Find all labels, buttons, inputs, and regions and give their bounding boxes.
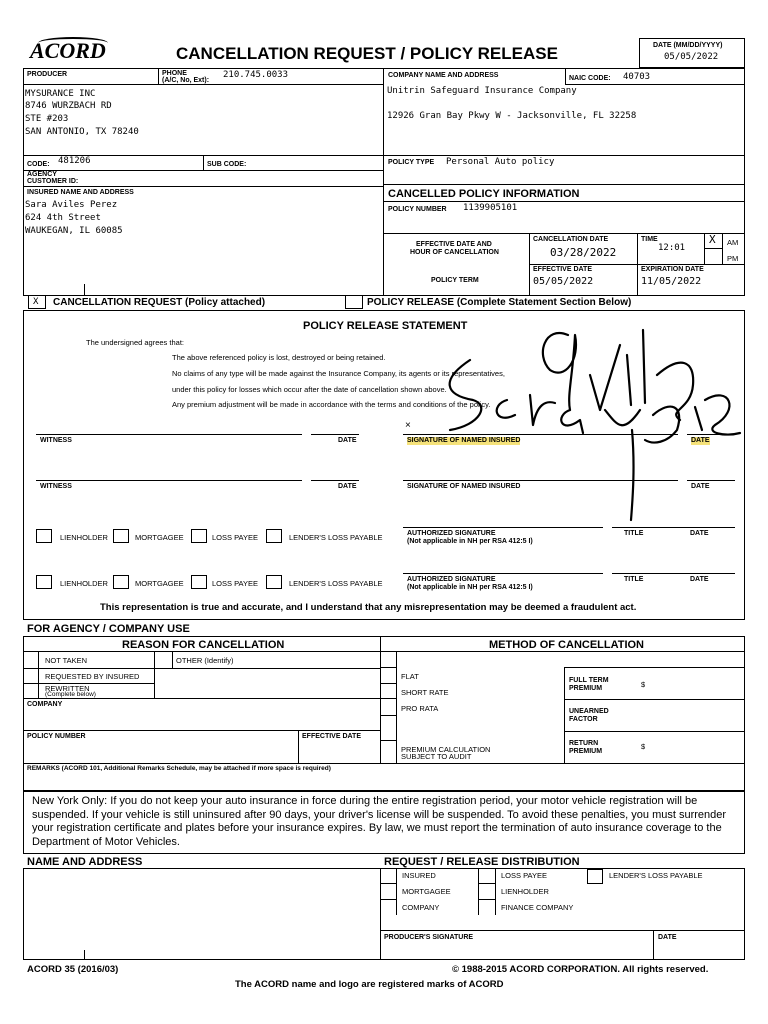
eff-date-label: EFFECTIVE DATE: [533, 266, 592, 273]
time-label: TIME: [641, 236, 658, 243]
form-number: ACORD 35 (2016/03): [27, 964, 119, 975]
agency-label: AGENCY: [27, 171, 57, 178]
dist-finance-label: FINANCE COMPANY: [501, 903, 574, 912]
company-name[interactable]: Unitrin Safeguard Insurance Company: [387, 86, 577, 96]
subcode-label: SUB CODE:: [207, 161, 247, 168]
auth-date-label-2: DATE: [690, 576, 709, 583]
cancel-date-label: CANCELLATION DATE: [533, 236, 609, 243]
trademark-notice: The ACORD name and logo are registered marks of ACORD: [235, 979, 504, 990]
phone-sublabel: (A/C, No, Ext):: [162, 77, 210, 84]
producer-phone[interactable]: 210.745.0033: [223, 70, 289, 80]
pm-label: PM: [727, 254, 739, 263]
remarks-label: REMARKS (ACORD 101, Additional Remarks Schedule, may be attached if more space is required): [27, 765, 331, 772]
company-address[interactable]: 12926 Gran Bay Pkwy W - Jacksonville, FL 32258: [387, 111, 637, 121]
producer-city[interactable]: SAN ANTONIO, TX 78240: [25, 127, 139, 137]
top-divider: [383, 68, 384, 296]
exp-date-label: EXPIRATION DATE: [641, 266, 704, 273]
loss-payee-checkbox-2[interactable]: [191, 575, 207, 589]
unearned-label: UNEARNED: [569, 708, 609, 715]
dist-mortgagee-label: MORTGAGEE: [402, 887, 451, 896]
producer-address2[interactable]: STE #203: [25, 114, 69, 124]
cancel-time[interactable]: 12:01: [658, 243, 686, 253]
full-term-dollar: $: [641, 680, 646, 689]
producer-name[interactable]: MYSURANCE INC: [25, 89, 96, 99]
insured-city[interactable]: WAUKEGAN, IL 60085: [25, 226, 123, 236]
auth-sig-label-2: AUTHORIZED SIGNATURE: [407, 576, 496, 583]
release-checkbox[interactable]: [345, 296, 363, 309]
customer-id-label: CUSTOMER ID:: [27, 178, 79, 185]
am-label: AM: [727, 238, 739, 247]
flat-label: FLAT: [401, 672, 419, 681]
dist-lenders-label: LENDER'S LOSS PAYABLE: [609, 871, 703, 880]
lenders-label-2: LENDER'S LOSS PAYABLE: [289, 579, 383, 588]
reason-header: REASON FOR CANCELLATION: [122, 639, 285, 651]
policy-number[interactable]: 1139905101: [463, 203, 518, 213]
handwritten-signature: [395, 315, 755, 525]
loss-payee-label-2: LOSS PAYEE: [212, 579, 258, 588]
code-label: CODE:: [27, 161, 50, 168]
statement-line-3: under this policy for losses which occur after the date of cancellation shown above.: [172, 385, 447, 394]
insured-date-label-2: DATE: [691, 483, 710, 490]
eff-date[interactable]: 05/05/2022: [533, 276, 594, 287]
mortgagee-label-1: MORTGAGEE: [135, 533, 184, 542]
title-label-1: TITLE: [624, 530, 644, 537]
pro-rata-label: PRO RATA: [401, 704, 439, 713]
cancel-date[interactable]: 03/28/2022: [550, 246, 617, 259]
lienholder-label-2: LIENHOLDER: [60, 579, 108, 588]
cancelled-header: CANCELLED POLICY INFORMATION: [388, 188, 580, 200]
rewritten-label: REWRITTEN: [45, 684, 90, 693]
exp-date[interactable]: 11/05/2022: [641, 276, 702, 287]
auth-note-2: (Not applicable in NH per RSA 412:5 I): [407, 584, 533, 591]
method-header: METHOD OF CANCELLATION: [489, 639, 645, 651]
naic-code[interactable]: 40703: [623, 72, 651, 82]
full-term-premium-label: PREMIUM: [569, 685, 603, 692]
ny-notice: New York Only: If you do not keep your auto insurance in force during the entire registration period, your motor vehicle registration will be suspended. If your vehicle is still uninsured after 90 days, your driver's license will be suspended. To avoid these penalties, you must surrender your registration certificate and plates before your insurance expires. By law, we must report the termination of auto insurance coverage to the Department of Motor Vehicles.: [32, 795, 727, 848]
loss-payee-checkbox-1[interactable]: [191, 529, 207, 543]
distribution-header: REQUEST / RELEASE DISTRIBUTION: [384, 856, 580, 868]
agency-use-header: FOR AGENCY / COMPANY USE: [27, 623, 190, 635]
witness-date-label-1: DATE: [338, 437, 357, 444]
dist-lenders-checkbox[interactable]: [587, 869, 603, 884]
dist-insured-label: INSURED: [402, 871, 436, 880]
effective-hour-label: EFFECTIVE DATE AND: [416, 241, 492, 248]
form-date[interactable]: 05/05/2022: [664, 52, 719, 62]
company-field-label: COMPANY: [27, 701, 63, 708]
insured-label: INSURED NAME AND ADDRESS: [27, 189, 134, 196]
not-taken-label: NOT TAKEN: [45, 656, 88, 665]
auth-sig-label-1: AUTHORIZED SIGNATURE: [407, 530, 496, 537]
statement-line-2: No claims of any type will be made against the Insurance Company, its agents or its representatives,: [172, 369, 505, 378]
signature-x-mark: ×: [405, 420, 411, 431]
effective-date-field-label: EFFECTIVE DATE: [302, 733, 361, 740]
statement-line-4: Any premium adjustment will be made in accordance with the terms and conditions of the policy.: [172, 400, 491, 409]
insured-date-label-1: DATE: [691, 437, 710, 444]
producer-code[interactable]: 481206: [58, 156, 91, 166]
producer-address1[interactable]: 8746 WURZBACH RD: [25, 101, 112, 111]
premium-calc-label: PREMIUM CALCULATION: [401, 745, 491, 754]
return-label: RETURN: [569, 740, 599, 747]
lenders-checkbox-2[interactable]: [266, 575, 282, 589]
producer-sig-label: PRODUCER'S SIGNATURE: [384, 934, 474, 941]
producer-label: PRODUCER: [27, 71, 68, 78]
policy-type-label: POLICY TYPE: [388, 159, 435, 166]
company-label: COMPANY NAME AND ADDRESS: [388, 72, 499, 79]
dist-lienholder-label: LIENHOLDER: [501, 887, 549, 896]
return-dollar: $: [641, 742, 646, 751]
short-rate-label: SHORT RATE: [401, 688, 449, 697]
lienholder-label-1: LIENHOLDER: [60, 533, 108, 542]
dist-company-label: COMPANY: [402, 903, 440, 912]
copyright: © 1988-2015 ACORD CORPORATION. All rights reserved.: [452, 964, 709, 975]
insured-street[interactable]: 624 4th Street: [25, 213, 101, 223]
subject-audit-label: SUBJECT TO AUDIT: [401, 752, 472, 761]
policy-number-label: POLICY NUMBER: [388, 206, 447, 213]
mortgagee-checkbox-2[interactable]: [113, 575, 129, 589]
naic-label: NAIC CODE:: [569, 75, 611, 82]
representation-text: This representation is true and accurate, and I understand that any misrepresentation may be deemed a fraudulent act.: [100, 602, 637, 613]
mortgagee-checkbox-1[interactable]: [113, 529, 129, 543]
name-address-header: NAME AND ADDRESS: [27, 856, 143, 868]
request-mark: X: [33, 297, 39, 307]
loss-payee-label-1: LOSS PAYEE: [212, 533, 258, 542]
mortgagee-label-2: MORTGAGEE: [135, 579, 184, 588]
policy-term-label: POLICY TERM: [431, 277, 479, 284]
title-label-2: TITLE: [624, 576, 644, 583]
date-label: DATE (MM/DD/YYYY): [653, 42, 723, 49]
witness-date-label-2: DATE: [338, 483, 357, 490]
auth-note-1: (Not applicable in NH per RSA 412:5 I): [407, 538, 533, 545]
other-label: OTHER (Identify): [176, 656, 234, 665]
full-term-label: FULL TERM: [569, 677, 609, 684]
complete-below-label: (Complete below): [45, 691, 96, 698]
policy-type[interactable]: Personal Auto policy: [446, 157, 555, 167]
page-title: CANCELLATION REQUEST / POLICY RELEASE: [176, 44, 558, 63]
distribution-section: [23, 868, 745, 960]
lenders-label-1: LENDER'S LOSS PAYABLE: [289, 533, 383, 542]
phone-label: PHONE: [162, 70, 187, 77]
cancellation-request-label: CANCELLATION REQUEST (Policy attached): [53, 297, 266, 308]
named-insured-sig-label-2: SIGNATURE OF NAMED INSURED: [407, 483, 521, 490]
am-mark[interactable]: X: [709, 233, 716, 246]
witness-label-2: WITNESS: [40, 483, 72, 490]
requested-label: REQUESTED BY INSURED: [45, 672, 140, 681]
insured-name[interactable]: Sara Aviles Perez: [25, 200, 118, 210]
return-premium-label: PREMIUM: [569, 748, 603, 755]
statement-header: POLICY RELEASE STATEMENT: [303, 320, 468, 332]
witness-label-1: WITNESS: [40, 437, 72, 444]
statement-line-1: The above referenced policy is lost, destroyed or being retained.: [172, 353, 386, 362]
lenders-checkbox-1[interactable]: [266, 529, 282, 543]
effective-hour-label2: HOUR OF CANCELLATION: [410, 249, 499, 256]
statement-intro: The undersigned agrees that:: [86, 338, 184, 347]
lienholder-checkbox-2[interactable]: [36, 575, 52, 589]
policy-release-label: POLICY RELEASE (Complete Statement Section Below): [367, 297, 632, 308]
lienholder-checkbox-1[interactable]: [36, 529, 52, 543]
acord-logo: ACORD: [30, 38, 106, 63]
named-insured-sig-label-1: SIGNATURE OF NAMED INSURED: [407, 437, 521, 444]
policy-number-field-label: POLICY NUMBER: [27, 733, 86, 740]
unearned-factor-label: FACTOR: [569, 716, 598, 723]
logo-arc: [38, 37, 108, 49]
auth-date-label-1: DATE: [690, 530, 709, 537]
dist-loss-payee-label: LOSS PAYEE: [501, 871, 547, 880]
producer-sig-date-label: DATE: [658, 934, 677, 941]
